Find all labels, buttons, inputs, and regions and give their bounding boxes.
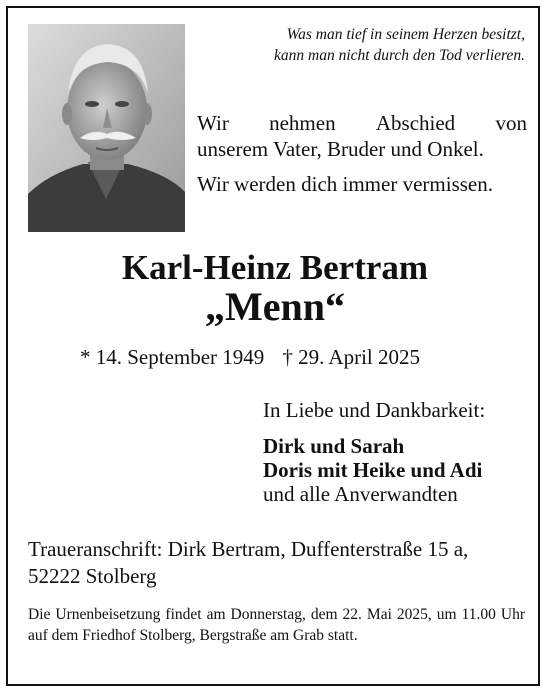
farewell-line-1 — [197, 110, 527, 136]
death-date: † 29. April 2025 — [282, 345, 420, 369]
motto-line-1: Was man tief in seinem Herzen besitzt, — [286, 26, 525, 43]
farewell-word: Wir — [197, 111, 229, 135]
birth-date: * 14. September 1949 — [80, 345, 265, 369]
family-rest: und alle Anverwandten — [263, 482, 458, 506]
family-signature — [263, 398, 533, 506]
farewell-word: nehmen — [269, 111, 336, 135]
life-dates — [80, 344, 500, 370]
motto-quote — [195, 24, 525, 66]
burial-notice: Die Urnenbeisetzung findet am Donnerstag, dem 22. Mai 2025, um 11.00 Uhr auf dem Friedhof Stolberg, Bergstraße am Grab statt. — [28, 606, 525, 644]
deceased-nickname: „Menn“ — [205, 284, 345, 329]
farewell-line-3: Wir werden dich immer vermissen. — [197, 172, 493, 196]
family-name-1: Dirk und Sarah — [263, 434, 405, 458]
mourning-address — [28, 536, 528, 590]
family-intro: In Liebe und Dankbarkeit: — [263, 398, 486, 422]
portrait-photo — [28, 24, 185, 232]
farewell-word: von — [495, 111, 527, 135]
family-name-2: Doris mit Heike und Adi — [263, 458, 483, 482]
address-line-2: 52222 Stolberg — [28, 564, 157, 588]
motto-line-2: kann man nicht durch den Tod verlieren. — [274, 47, 525, 64]
farewell-word: Abschied — [375, 111, 456, 135]
farewell-line-2: unserem Vater, Bruder und Onkel. — [197, 137, 484, 161]
deceased-name: Karl-Heinz Bertram — [121, 248, 429, 287]
farewell-text — [197, 110, 527, 162]
address-line-1: Traueranschrift: Dirk Bertram, Duffenterstraße 15 a, — [28, 537, 469, 561]
